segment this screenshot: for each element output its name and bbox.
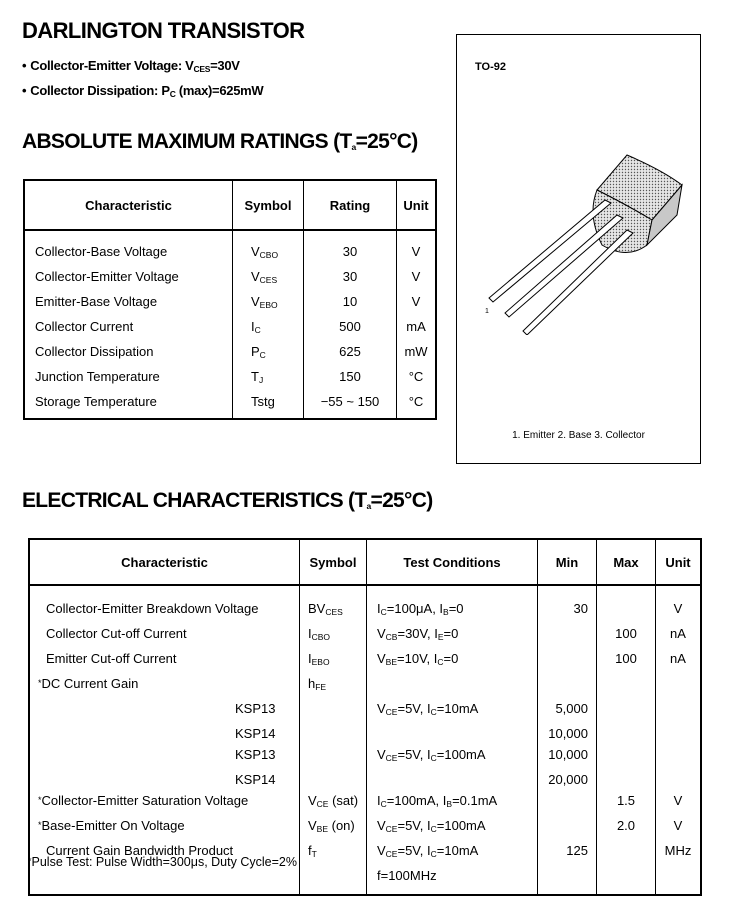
cell-symbol: $V_{CBO}$ — [233, 230, 304, 266]
cell-rating: 30 — [304, 266, 397, 291]
cell-characteristic: *Base-Emitter On Voltage — [29, 815, 300, 840]
cell-rating: 625 — [304, 341, 397, 366]
cell-test-conditions: $V_{BE}=10V$, $I_C=0$ — [367, 648, 538, 673]
electrical-heading: ELECTRICAL CHARACTERISTICS $(T_a=25^\circ C)$ — [22, 489, 433, 512]
cell-test-conditions: $V_{CB}=30V$, $I_E=0$ — [367, 623, 538, 648]
table-row — [24, 266, 436, 291]
cell-unit: V — [673, 818, 683, 833]
pin-1-label: 1 — [485, 308, 489, 315]
table-row — [29, 769, 701, 790]
cell-min: 20,000 — [538, 769, 597, 790]
cell-test-conditions: $I_C=100\mu A$, $I_B=0$ — [367, 585, 538, 623]
cell-unit: V — [411, 244, 421, 259]
cell-device: KSP14 — [29, 723, 300, 744]
cell-unit: nA — [670, 626, 686, 641]
cell-max — [597, 585, 656, 623]
cell-test-conditions: $I_C=100mA$, $I_B=0.1mA$ — [367, 790, 538, 815]
cell-min: 125 — [538, 840, 597, 895]
cell-min: 10,000 — [538, 723, 597, 744]
cell-test-conditions — [367, 723, 538, 744]
cell-characteristic: Emitter Cut-off Current — [29, 648, 300, 673]
cell-symbol — [300, 744, 367, 769]
table-row — [24, 341, 436, 366]
cell-unit — [656, 769, 702, 790]
cell-min: 5,000 — [538, 698, 597, 723]
cell-symbol — [300, 723, 367, 744]
table-header-row — [29, 539, 701, 585]
table-row — [29, 698, 701, 723]
cell-unit — [656, 744, 702, 769]
cell-unit — [656, 673, 702, 698]
feature-item: • Collector-Emitter Voltage: $V_{CES}=30V$ — [22, 58, 240, 74]
cell-symbol: Tstg — [233, 391, 304, 419]
table-row — [24, 230, 436, 266]
table-row — [24, 366, 436, 391]
cell-device: KSP14 — [29, 769, 300, 790]
cell-max — [597, 698, 656, 723]
cell-characteristic: Junction Temperature — [24, 366, 233, 391]
col-header: Unit — [656, 539, 702, 585]
col-header: Characteristic — [24, 180, 233, 230]
cell-symbol: $I_{CBO}$ — [300, 623, 367, 648]
feature-list — [22, 55, 263, 105]
package-name: TO-92 — [475, 61, 506, 73]
cell-symbol: $V_{CES}$ — [233, 266, 304, 291]
cell-symbol: $P_C$ — [233, 341, 304, 366]
cell-unit — [656, 723, 702, 744]
table-row — [29, 648, 701, 673]
cell-characteristic: Current Gain Bandwidth Product — [29, 840, 300, 895]
cell-unit: V — [411, 269, 421, 284]
footnote: *Pulse Test: Pulse Width=300μs, Duty Cycle=2% — [28, 855, 297, 869]
abs-max-ratings-table — [23, 179, 437, 420]
col-header: Symbol — [233, 180, 304, 230]
electrical-characteristics-table — [28, 538, 702, 896]
cell-symbol: $I_C$ — [233, 316, 304, 341]
cell-max: 1.5 — [597, 790, 656, 815]
cell-symbol: $BV_{CES}$ — [300, 585, 367, 623]
cell-characteristic: *DC Current Gain — [29, 673, 300, 698]
table-row — [24, 291, 436, 316]
cell-test-conditions: $V_{CE}=5V$, $I_C=10mA$ f=100MHz — [367, 840, 538, 895]
cell-test-conditions: $V_{CE}=5V$, $I_C=10mA$ — [367, 698, 538, 723]
cell-unit: mA — [406, 319, 426, 334]
col-header: Characteristic — [29, 539, 300, 585]
page-title: DARLINGTON TRANSISTOR — [22, 18, 305, 43]
cell-max — [597, 769, 656, 790]
cell-symbol: $h_{FE}$ — [300, 673, 367, 698]
table-row — [29, 790, 701, 815]
cell-unit: °C — [408, 369, 424, 384]
cell-min: 30 — [538, 585, 597, 623]
cell-max — [597, 744, 656, 769]
cell-unit: nA — [670, 651, 686, 666]
cell-device: KSP13 — [29, 698, 300, 723]
cell-characteristic: Collector Dissipation — [24, 341, 233, 366]
table-row — [29, 723, 701, 744]
cell-unit — [656, 698, 702, 723]
cell-min — [538, 648, 597, 673]
cell-device: KSP13 — [29, 744, 300, 769]
cell-symbol: $T_J$ — [233, 366, 304, 391]
cell-unit: MHz — [664, 843, 692, 858]
cell-rating: −55 ~ 150 — [304, 391, 397, 419]
cell-max — [597, 840, 656, 895]
cell-test-conditions — [367, 769, 538, 790]
cell-characteristic: Collector-Emitter Voltage — [24, 266, 233, 291]
table-row — [29, 815, 701, 840]
cell-unit: V — [411, 294, 421, 309]
col-header: Max — [597, 539, 656, 585]
cell-symbol: $V_{EBO}$ — [233, 291, 304, 316]
cell-unit: °C — [408, 394, 424, 409]
cell-symbol: $V_{CE}$ (sat) — [300, 790, 367, 815]
cell-unit: V — [673, 601, 683, 616]
cell-min — [538, 815, 597, 840]
feature-item: • Collector Dissipation: $P_C$ (max)=625mW — [22, 83, 264, 99]
cell-max: 2.0 — [597, 815, 656, 840]
cell-characteristic: Emitter-Base Voltage — [24, 291, 233, 316]
cell-characteristic: Storage Temperature — [24, 391, 233, 419]
lead-2 — [505, 215, 623, 317]
table-row — [29, 744, 701, 769]
cell-max: 100 — [597, 623, 656, 648]
abs-max-heading: ABSOLUTE MAXIMUM RATINGS $(T_a=25^\circ C)$ — [22, 130, 418, 153]
lead-1 — [489, 200, 611, 302]
cell-min — [538, 623, 597, 648]
table-header-row — [24, 180, 436, 230]
col-header: Test Conditions — [367, 539, 538, 585]
col-header: Unit — [397, 180, 437, 230]
cell-symbol: $f_T$ — [300, 840, 367, 895]
cell-symbol — [300, 698, 367, 723]
cell-max: 100 — [597, 648, 656, 673]
cell-characteristic: Collector Cut-off Current — [29, 623, 300, 648]
cell-max — [597, 673, 656, 698]
cell-characteristic: *Collector-Emitter Saturation Voltage — [29, 790, 300, 815]
cell-test-conditions: $V_{CE}=5V$, $I_C=100mA$ — [367, 815, 538, 840]
cell-rating: 150 — [304, 366, 397, 391]
cell-min: 10,000 — [538, 744, 597, 769]
cell-symbol: $I_{EBO}$ — [300, 648, 367, 673]
cell-min — [538, 673, 597, 698]
table-row — [24, 316, 436, 341]
col-header: Symbol — [300, 539, 367, 585]
cell-characteristic: Collector-Emitter Breakdown Voltage — [29, 585, 300, 623]
cell-max — [597, 723, 656, 744]
cell-symbol: $V_{BE}$ (on) — [300, 815, 367, 840]
table-row — [24, 391, 436, 419]
to92-package-illustration — [477, 135, 687, 335]
cell-characteristic: Collector Current — [24, 316, 233, 341]
cell-symbol — [300, 769, 367, 790]
table-row — [29, 673, 701, 698]
cell-rating: 30 — [304, 230, 397, 266]
cell-unit: V — [673, 793, 683, 808]
package-figure — [456, 34, 701, 464]
cell-characteristic: Collector-Base Voltage — [24, 230, 233, 266]
cell-unit: mW — [404, 344, 428, 359]
cell-min — [538, 790, 597, 815]
table-row — [29, 623, 701, 648]
cell-rating: 500 — [304, 316, 397, 341]
table-row — [29, 585, 701, 623]
pin-legend: 1. Emitter 2. Base 3. Collector — [512, 430, 645, 441]
cell-test-conditions: $V_{CE}=5V$, $I_C=100mA$ — [367, 744, 538, 769]
cell-test-conditions — [367, 673, 538, 698]
col-header: Min — [538, 539, 597, 585]
col-header: Rating — [304, 180, 397, 230]
cell-rating: 10 — [304, 291, 397, 316]
